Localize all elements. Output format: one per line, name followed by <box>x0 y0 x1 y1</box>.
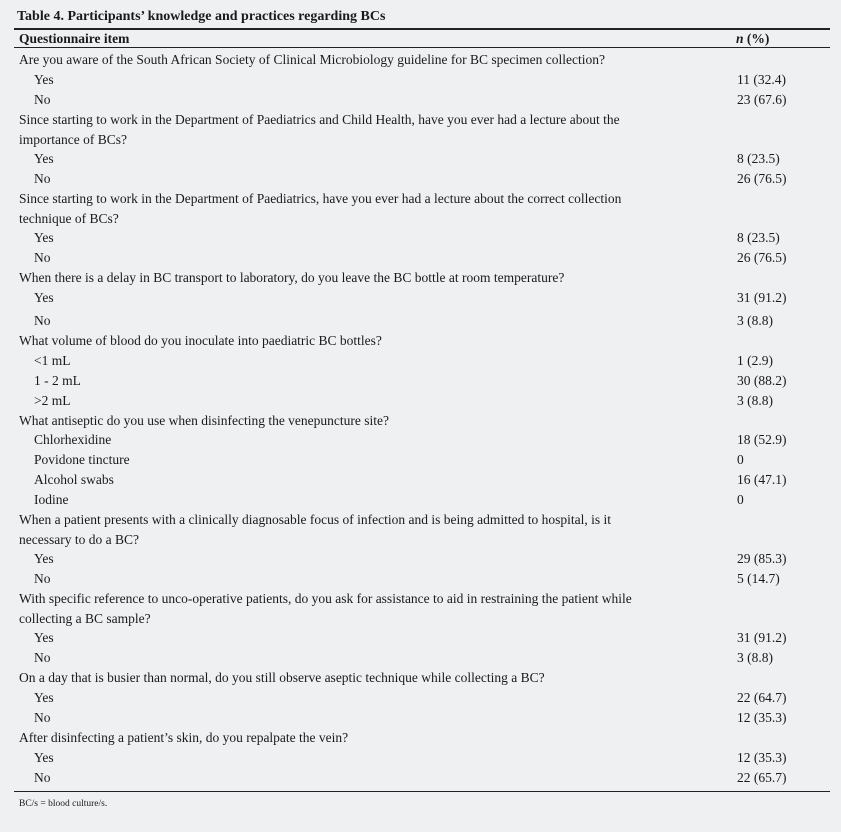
answer-count: 12 (35.3) <box>737 710 787 725</box>
answer-option: Yes <box>34 750 54 765</box>
question-text: After disinfecting a patient’s skin, do you repalpate the vein? <box>19 730 349 745</box>
column-header-item: Questionnaire item <box>19 31 130 46</box>
table-top-rule <box>14 28 830 30</box>
answer-count: 3 (8.8) <box>737 393 773 408</box>
question-text: When there is a delay in BC transport to laboratory, do you leave the BC bottle at room temperature? <box>19 270 565 285</box>
answer-count: 29 (85.3) <box>737 551 787 566</box>
answer-option: Yes <box>34 630 54 645</box>
question-text: With specific reference to unco-operative patients, do you ask for assistance to aid in restraining the patient while collecting a BC sample? <box>19 591 632 626</box>
column-header-n-symbol: n <box>736 31 744 46</box>
answer-option: Iodine <box>34 492 69 507</box>
answer-count: 1 (2.9) <box>737 353 773 368</box>
answer-option: <1 mL <box>34 353 71 368</box>
question-text: On a day that is busier than normal, do you still observe aseptic technique while collecting a BC? <box>19 670 545 685</box>
answer-option: No <box>34 250 51 265</box>
answer-count: 22 (64.7) <box>737 690 787 705</box>
column-header-pct: (%) <box>743 31 770 46</box>
answer-count: 26 (76.5) <box>737 171 787 186</box>
answer-option: No <box>34 650 51 665</box>
answer-count: 31 (91.2) <box>737 290 787 305</box>
answer-count: 3 (8.8) <box>737 650 773 665</box>
answer-option: No <box>34 571 51 586</box>
question-text: Since starting to work in the Department of Paediatrics, have you ever had a lecture about the correct collection technique of BCs? <box>19 191 622 226</box>
answer-count: 31 (91.2) <box>737 630 787 645</box>
table-caption: Table 4. Participants’ knowledge and practices regarding BCs <box>17 9 386 24</box>
question-text: What volume of blood do you inoculate into paediatric BC bottles? <box>19 333 382 348</box>
answer-count: 0 <box>737 452 744 467</box>
answer-option: No <box>34 710 51 725</box>
answer-option: Povidone tincture <box>34 452 130 467</box>
answer-option: Yes <box>34 72 54 87</box>
answer-count: 12 (35.3) <box>737 750 787 765</box>
answer-count: 5 (14.7) <box>737 571 780 586</box>
answer-count: 8 (23.5) <box>737 151 780 166</box>
answer-count: 11 (32.4) <box>737 72 786 87</box>
table-bottom-rule <box>14 791 830 792</box>
answer-option: Yes <box>34 690 54 705</box>
answer-option: Yes <box>34 151 54 166</box>
answer-option: Yes <box>34 230 54 245</box>
answer-count: 8 (23.5) <box>737 230 780 245</box>
answer-count: 16 (47.1) <box>737 472 787 487</box>
column-header-n <box>736 31 769 47</box>
answer-count: 22 (65.7) <box>737 770 787 785</box>
answer-option: No <box>34 92 51 107</box>
answer-option: 1 - 2 mL <box>34 373 81 388</box>
answer-option: Yes <box>34 290 54 305</box>
answer-count: 26 (76.5) <box>737 250 787 265</box>
answer-count: 3 (8.8) <box>737 313 773 328</box>
question-text: Are you aware of the South African Society of Clinical Microbiology guideline for BC specimen collection? <box>19 52 605 67</box>
answer-option: No <box>34 770 51 785</box>
answer-option: No <box>34 171 51 186</box>
answer-option: No <box>34 313 51 328</box>
answer-count: 30 (88.2) <box>737 373 787 388</box>
question-text: When a patient presents with a clinically diagnosable focus of infection and is being admitted to hospital, is it necessary to do a BC? <box>19 512 611 547</box>
table-header-rule <box>14 47 830 48</box>
answer-count: 23 (67.6) <box>737 92 787 107</box>
question-text: What antiseptic do you use when disinfecting the venepuncture site? <box>19 413 390 428</box>
answer-count: 18 (52.9) <box>737 432 787 447</box>
answer-option: Alcohol swabs <box>34 472 114 487</box>
table-footnote: BC/s = blood culture/s. <box>19 799 108 809</box>
answer-count: 0 <box>737 492 744 507</box>
answer-option: Yes <box>34 551 54 566</box>
answer-option: >2 mL <box>34 393 71 408</box>
question-text: Since starting to work in the Department of Paediatrics and Child Health, have you ever had a lecture about the importance of BCs? <box>19 112 620 147</box>
answer-option: Chlorhexidine <box>34 432 112 447</box>
